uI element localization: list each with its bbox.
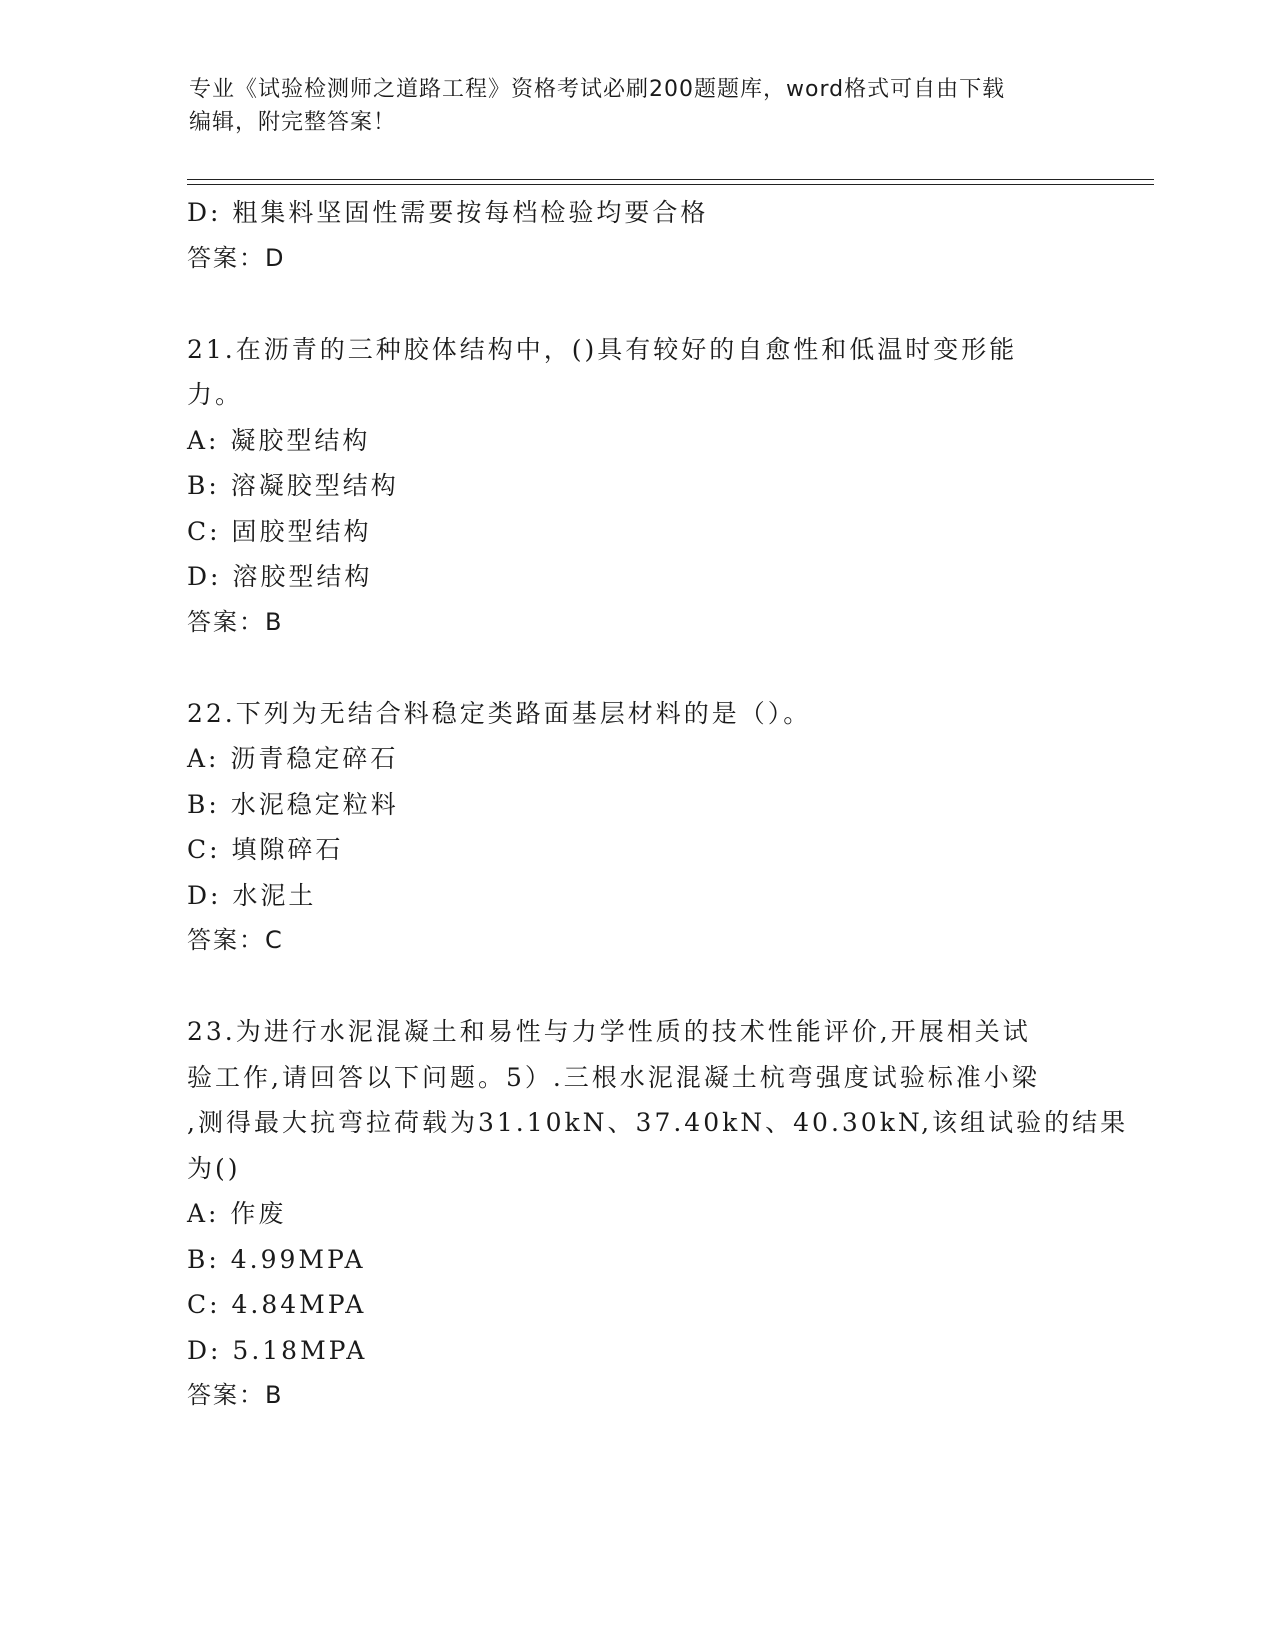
question-21 [187, 327, 1087, 646]
question-21-text-line-2: 力。 [187, 380, 244, 409]
question-21-answer: 答案：B [187, 607, 284, 636]
question-22 [187, 691, 1087, 964]
spacer [187, 281, 1087, 327]
question-22-option-d: D: 水泥土 [187, 880, 317, 910]
question-21-option-c: C: 固胶型结构 [187, 516, 372, 546]
header-divider-top [187, 179, 1154, 180]
question-23-option-b: B: 4.99MPA [187, 1244, 366, 1274]
question-23 [187, 1009, 1129, 1419]
header-line-2: 编辑，附完整答案！ [189, 110, 397, 135]
header-line-1: 专业《试验检测师之道路工程》资格考试必刷200题题库，word格式可自由下载 [189, 77, 1006, 102]
question-23-answer: 答案：B [187, 1381, 284, 1409]
question-23-text-line-2: 验工作,请回答以下问题。5）.三根水泥混凝土杭弯强度试验标准小梁 [187, 1062, 1040, 1092]
question-23-text-line-1: 23.为进行水泥混凝土和易性与力学性质的技术性能评价,开展相关试 [187, 1017, 1031, 1046]
question-22-option-c: C: 填隙碎石 [187, 835, 344, 864]
question-21-option-d: D: 溶胶型结构 [187, 562, 373, 591]
question-22-option-b: B: 水泥稳定粒料 [187, 789, 399, 819]
question-23-text-line-4: 为() [187, 1153, 241, 1183]
question-21-text-line-1: 21.在沥青的三种胶体结构中，()具有较好的自愈性和低温时变形能 [187, 334, 1018, 364]
question-23-text-line-3: ,测得最大抗弯拉荷载为31.10kN、37.40kN、40.30kN,该组试验的结果 [187, 1108, 1129, 1137]
question-23-option-a: A: 作废 [187, 1199, 287, 1228]
question-23-option-d: D: 5.18MPA [187, 1335, 368, 1365]
document-header [189, 73, 1089, 139]
question-22-answer: 答案：C [187, 926, 284, 954]
question-content [187, 190, 1129, 1419]
spacer [187, 964, 1087, 1010]
spacer [187, 645, 1087, 691]
prev-answer: 答案：D [187, 243, 286, 272]
question-21-option-a: A: 凝胶型结构 [187, 425, 371, 455]
question-22-text-line-1: 22.下列为无结合料稳定类路面基层材料的是（）。 [187, 698, 812, 728]
question-22-option-a: A: 沥青稳定碎石 [187, 744, 399, 773]
question-21-option-b: B: 溶凝胶型结构 [187, 471, 399, 500]
question-23-option-c: C: 4.84MPA [187, 1290, 367, 1319]
prev-option-d: D: 粗集料坚固性需要按每档检验均要合格 [187, 198, 709, 227]
header-divider-bottom [187, 184, 1154, 185]
